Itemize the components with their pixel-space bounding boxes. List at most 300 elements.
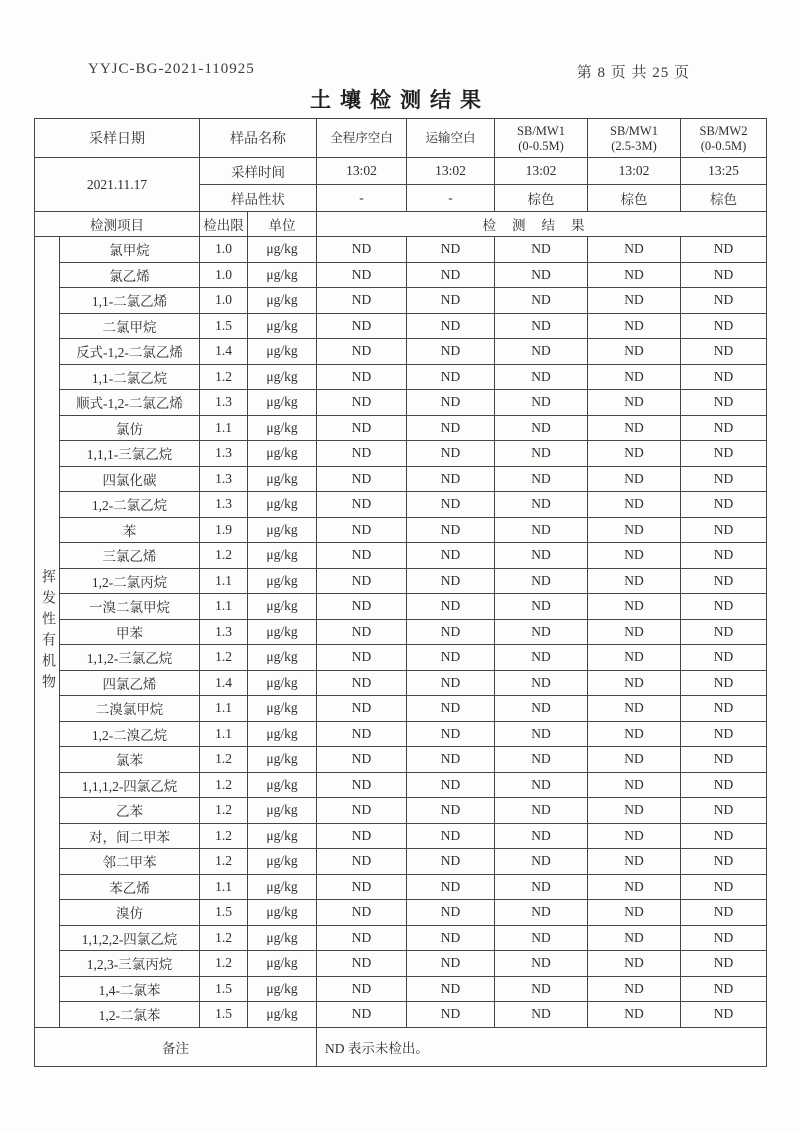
result-value: ND — [407, 721, 495, 747]
result-value: ND — [407, 594, 495, 620]
result-value: ND — [317, 951, 407, 977]
sampling-date-value: 2021.11.17 — [35, 158, 200, 212]
result-value: ND — [588, 798, 681, 824]
result-value: ND — [681, 619, 767, 645]
result-value: ND — [588, 517, 681, 543]
analyte-row — [35, 492, 767, 518]
analyte-row — [35, 390, 767, 416]
remark-text: ND 表示未检出。 — [317, 1027, 767, 1066]
result-value: ND — [681, 721, 767, 747]
unit-value: μg/kg — [248, 798, 317, 824]
detection-limit-value: 1.5 — [200, 976, 248, 1002]
page-number: 第 8 页 共 25 页 — [576, 65, 690, 81]
col-header-sample-name: 样品名称 — [200, 119, 317, 158]
unit-value: μg/kg — [248, 288, 317, 314]
result-value: ND — [407, 543, 495, 569]
result-value: ND — [495, 951, 588, 977]
result-value: ND — [588, 262, 681, 288]
sample-name-text: SB/MW2 — [699, 123, 748, 138]
detection-limit-value: 1.1 — [200, 568, 248, 594]
analyte-name: 二氯甲烷 — [60, 313, 200, 339]
result-value: ND — [317, 339, 407, 365]
result-value: ND — [495, 925, 588, 951]
result-value: ND — [317, 594, 407, 620]
analyte-name: 邻二甲苯 — [60, 849, 200, 875]
result-value: ND — [495, 670, 588, 696]
result-value: ND — [681, 517, 767, 543]
result-value: ND — [317, 415, 407, 441]
analyte-name: 乙苯 — [60, 798, 200, 824]
result-value: ND — [317, 619, 407, 645]
sample-state-value: 棕色 — [588, 185, 681, 212]
category-label-volatile-organics: 挥发性有机物 — [35, 237, 60, 1028]
detection-limit-value: 1.3 — [200, 466, 248, 492]
col-header-sample-sbmw1-shallow — [495, 119, 588, 158]
result-value: ND — [407, 645, 495, 671]
analyte-row — [35, 798, 767, 824]
result-value: ND — [588, 670, 681, 696]
detection-limit-value: 1.5 — [200, 900, 248, 926]
result-value: ND — [588, 466, 681, 492]
soil-results-table — [34, 118, 767, 1067]
sample-name-text: SB/MW1 — [517, 123, 565, 138]
result-value: ND — [681, 364, 767, 390]
result-value: ND — [407, 670, 495, 696]
unit-value: μg/kg — [248, 237, 317, 263]
result-value: ND — [317, 262, 407, 288]
unit-value: μg/kg — [248, 823, 317, 849]
analyte-name: 氯苯 — [60, 747, 200, 773]
result-value: ND — [407, 415, 495, 441]
sample-state-value: - — [317, 185, 407, 212]
result-value: ND — [495, 543, 588, 569]
result-value: ND — [681, 849, 767, 875]
result-value: ND — [407, 517, 495, 543]
result-value: ND — [495, 874, 588, 900]
analyte-name: 对，间二甲苯 — [60, 823, 200, 849]
result-value: ND — [407, 951, 495, 977]
remark-label: 备注 — [35, 1027, 317, 1066]
result-value: ND — [495, 492, 588, 518]
result-value: ND — [681, 594, 767, 620]
result-value: ND — [681, 390, 767, 416]
col-header-sample-transport-blank — [407, 119, 495, 158]
analyte-name: 四氯乙烯 — [60, 670, 200, 696]
result-value: ND — [317, 798, 407, 824]
result-value: ND — [588, 976, 681, 1002]
result-value: ND — [588, 339, 681, 365]
analyte-name: 顺式-1,2-二氯乙烯 — [60, 390, 200, 416]
result-value: ND — [495, 747, 588, 773]
result-value: ND — [495, 594, 588, 620]
unit-value: μg/kg — [248, 747, 317, 773]
analyte-row — [35, 900, 767, 926]
result-value: ND — [407, 390, 495, 416]
analyte-row — [35, 645, 767, 671]
sampling-time-value: 13:02 — [495, 158, 588, 185]
result-value: ND — [588, 951, 681, 977]
detection-limit-value: 1.2 — [200, 823, 248, 849]
analyte-name: 溴仿 — [60, 900, 200, 926]
analyte-row — [35, 976, 767, 1002]
analyte-row — [35, 568, 767, 594]
sample-state-value: 棕色 — [495, 185, 588, 212]
result-value: ND — [588, 237, 681, 263]
unit-value: μg/kg — [248, 849, 317, 875]
result-value: ND — [317, 313, 407, 339]
unit-value: μg/kg — [248, 415, 317, 441]
analyte-name: 1,1,2-三氯乙烷 — [60, 645, 200, 671]
result-value: ND — [407, 288, 495, 314]
result-value: ND — [681, 568, 767, 594]
analyte-row — [35, 288, 767, 314]
result-value: ND — [317, 670, 407, 696]
analyte-name: 1,1-二氯乙烯 — [60, 288, 200, 314]
analyte-row — [35, 237, 767, 263]
result-value: ND — [407, 696, 495, 722]
result-value: ND — [495, 721, 588, 747]
result-value: ND — [317, 976, 407, 1002]
result-value: ND — [588, 874, 681, 900]
result-value: ND — [407, 925, 495, 951]
result-value: ND — [407, 466, 495, 492]
result-value: ND — [495, 339, 588, 365]
analyte-name: 1,1,1-三氯乙烷 — [60, 441, 200, 467]
result-value: ND — [407, 900, 495, 926]
result-value: ND — [681, 976, 767, 1002]
result-value: ND — [317, 900, 407, 926]
unit-value: μg/kg — [248, 543, 317, 569]
unit-value: μg/kg — [248, 262, 317, 288]
sample-depth-text: (0-0.5M) — [518, 138, 564, 153]
detection-limit-value: 1.0 — [200, 262, 248, 288]
result-value: ND — [588, 594, 681, 620]
result-value: ND — [407, 874, 495, 900]
result-value: ND — [588, 772, 681, 798]
result-value: ND — [681, 288, 767, 314]
analyte-name: 1,1-二氯乙烷 — [60, 364, 200, 390]
result-subheader-row — [35, 212, 767, 237]
result-value: ND — [588, 747, 681, 773]
result-value: ND — [588, 492, 681, 518]
result-value: ND — [588, 849, 681, 875]
table-header-row — [35, 119, 767, 158]
result-value: ND — [681, 951, 767, 977]
result-value: ND — [495, 441, 588, 467]
analyte-row — [35, 543, 767, 569]
result-value: ND — [407, 619, 495, 645]
unit-value: μg/kg — [248, 619, 317, 645]
result-value: ND — [495, 415, 588, 441]
sample-name-text: 运输空白 — [425, 131, 476, 145]
unit-value: μg/kg — [248, 772, 317, 798]
analyte-row — [35, 1002, 767, 1028]
analyte-row — [35, 619, 767, 645]
result-value: ND — [588, 925, 681, 951]
sampling-time-row — [35, 158, 767, 185]
result-value: ND — [317, 492, 407, 518]
result-value: ND — [407, 568, 495, 594]
detection-limit-value: 1.2 — [200, 951, 248, 977]
result-value: ND — [495, 772, 588, 798]
result-value: ND — [495, 568, 588, 594]
result-value: ND — [495, 517, 588, 543]
detection-limit-value: 1.3 — [200, 492, 248, 518]
analyte-name: 1,2-二溴乙烷 — [60, 721, 200, 747]
result-value: ND — [317, 288, 407, 314]
test-results-label: 检测结果 — [317, 212, 767, 237]
detection-limit-value: 1.1 — [200, 696, 248, 722]
result-value: ND — [681, 823, 767, 849]
result-value: ND — [588, 823, 681, 849]
detection-limit-value: 1.5 — [200, 313, 248, 339]
detection-limit-value: 1.2 — [200, 798, 248, 824]
result-value: ND — [681, 543, 767, 569]
result-value: ND — [407, 237, 495, 263]
analyte-row — [35, 262, 767, 288]
analyte-name: 四氯化碳 — [60, 466, 200, 492]
analyte-name: 苯 — [60, 517, 200, 543]
test-item-label: 检测项目 — [35, 212, 200, 237]
sampling-time-value: 13:25 — [681, 158, 767, 185]
result-value: ND — [681, 466, 767, 492]
result-value: ND — [407, 1002, 495, 1028]
result-value: ND — [317, 772, 407, 798]
analyte-row — [35, 339, 767, 365]
result-value: ND — [588, 364, 681, 390]
sample-state-value: - — [407, 185, 495, 212]
unit-value: μg/kg — [248, 670, 317, 696]
analyte-row — [35, 517, 767, 543]
sampling-time-label: 采样时间 — [200, 158, 317, 185]
sample-state-label: 样品性状 — [200, 185, 317, 212]
analyte-name: 1,2,3-三氯丙烷 — [60, 951, 200, 977]
result-value: ND — [317, 1002, 407, 1028]
col-header-sample-blank — [317, 119, 407, 158]
detection-limit-value: 1.5 — [200, 1002, 248, 1028]
analyte-name: 氯乙烯 — [60, 262, 200, 288]
result-value: ND — [317, 823, 407, 849]
result-value: ND — [681, 415, 767, 441]
page-title: 土壤检测结果 — [310, 88, 490, 112]
result-value: ND — [317, 517, 407, 543]
analyte-name: 甲苯 — [60, 619, 200, 645]
col-header-sample-sbmw1-deep — [588, 119, 681, 158]
result-value: ND — [681, 670, 767, 696]
result-value: ND — [407, 747, 495, 773]
analyte-row — [35, 772, 767, 798]
analyte-row — [35, 313, 767, 339]
analyte-row — [35, 951, 767, 977]
unit-value: μg/kg — [248, 517, 317, 543]
col-header-sampling-date: 采样日期 — [35, 119, 200, 158]
detection-limit-value: 1.2 — [200, 849, 248, 875]
analyte-row — [35, 364, 767, 390]
unit-value: μg/kg — [248, 645, 317, 671]
analyte-row — [35, 721, 767, 747]
col-header-sample-sbmw2 — [681, 119, 767, 158]
result-value: ND — [588, 619, 681, 645]
result-value: ND — [495, 798, 588, 824]
result-value: ND — [681, 925, 767, 951]
analyte-name: 1,2-二氯乙烷 — [60, 492, 200, 518]
result-value: ND — [407, 313, 495, 339]
unit-value: μg/kg — [248, 568, 317, 594]
result-value: ND — [495, 313, 588, 339]
result-value: ND — [681, 492, 767, 518]
result-value: ND — [495, 823, 588, 849]
result-value: ND — [681, 262, 767, 288]
sample-name-text: 全程序空白 — [330, 131, 393, 145]
result-value: ND — [317, 721, 407, 747]
result-value: ND — [317, 237, 407, 263]
result-value: ND — [681, 900, 767, 926]
result-value: ND — [588, 568, 681, 594]
analyte-row — [35, 849, 767, 875]
detection-limit-value: 1.2 — [200, 772, 248, 798]
result-value: ND — [317, 390, 407, 416]
detection-limit-value: 1.2 — [200, 645, 248, 671]
remark-row — [35, 1027, 767, 1066]
detection-limit-value: 1.4 — [200, 339, 248, 365]
analyte-row — [35, 466, 767, 492]
result-value: ND — [407, 339, 495, 365]
result-value: ND — [588, 415, 681, 441]
detection-limit-value: 1.2 — [200, 543, 248, 569]
analyte-row — [35, 747, 767, 773]
result-value: ND — [317, 849, 407, 875]
result-value: ND — [588, 900, 681, 926]
sampling-time-value: 13:02 — [407, 158, 495, 185]
unit-value: μg/kg — [248, 313, 317, 339]
result-value: ND — [407, 492, 495, 518]
sampling-time-value: 13:02 — [317, 158, 407, 185]
result-value: ND — [495, 390, 588, 416]
detection-limit-value: 1.1 — [200, 594, 248, 620]
result-value: ND — [681, 313, 767, 339]
result-value: ND — [317, 747, 407, 773]
detection-limit-value: 1.0 — [200, 237, 248, 263]
analyte-name: 三氯乙烯 — [60, 543, 200, 569]
analyte-name: 1,2-二氯苯 — [60, 1002, 200, 1028]
result-value: ND — [588, 721, 681, 747]
analyte-row — [35, 594, 767, 620]
analyte-name: 1,1,1,2-四氯乙烷 — [60, 772, 200, 798]
result-value: ND — [495, 466, 588, 492]
result-value: ND — [317, 441, 407, 467]
result-value: ND — [588, 441, 681, 467]
result-value: ND — [588, 390, 681, 416]
result-value: ND — [317, 645, 407, 671]
result-value: ND — [495, 619, 588, 645]
analyte-name: 反式-1,2-二氯乙烯 — [60, 339, 200, 365]
result-value: ND — [588, 645, 681, 671]
unit-value: μg/kg — [248, 696, 317, 722]
detection-limit-value: 1.1 — [200, 415, 248, 441]
analyte-name: 1,2-二氯丙烷 — [60, 568, 200, 594]
unit-value: μg/kg — [248, 390, 317, 416]
analyte-row — [35, 670, 767, 696]
result-value: ND — [317, 543, 407, 569]
result-value: ND — [495, 696, 588, 722]
analyte-name: 一溴二氯甲烷 — [60, 594, 200, 620]
analyte-row — [35, 823, 767, 849]
result-value: ND — [495, 237, 588, 263]
unit-value: μg/kg — [248, 721, 317, 747]
unit-value: μg/kg — [248, 441, 317, 467]
unit-label: 单位 — [248, 212, 317, 237]
sample-name-text: SB/MW1 — [610, 123, 658, 138]
document-header — [88, 61, 690, 82]
unit-value: μg/kg — [248, 466, 317, 492]
sample-depth-text: (2.5-3M) — [611, 138, 657, 153]
result-value: ND — [407, 849, 495, 875]
result-value: ND — [588, 543, 681, 569]
result-value: ND — [407, 262, 495, 288]
analyte-row — [35, 874, 767, 900]
sample-state-value: 棕色 — [681, 185, 767, 212]
result-value: ND — [407, 976, 495, 1002]
detection-limit-value: 1.0 — [200, 288, 248, 314]
result-value: ND — [317, 364, 407, 390]
result-value: ND — [495, 288, 588, 314]
detection-limit-value: 1.1 — [200, 721, 248, 747]
detection-limit-value: 1.1 — [200, 874, 248, 900]
unit-value: μg/kg — [248, 900, 317, 926]
result-value: ND — [407, 823, 495, 849]
sample-depth-text: (0-0.5M) — [700, 138, 747, 153]
unit-value: μg/kg — [248, 874, 317, 900]
unit-value: μg/kg — [248, 1002, 317, 1028]
unit-value: μg/kg — [248, 594, 317, 620]
result-value: ND — [317, 925, 407, 951]
detection-limit-value: 1.2 — [200, 364, 248, 390]
analyte-name: 二溴氯甲烷 — [60, 696, 200, 722]
detection-limit-value: 1.2 — [200, 925, 248, 951]
result-value: ND — [681, 339, 767, 365]
analyte-row — [35, 415, 767, 441]
analyte-name: 苯乙烯 — [60, 874, 200, 900]
result-value: ND — [495, 262, 588, 288]
result-value: ND — [681, 747, 767, 773]
detection-limit-value: 1.9 — [200, 517, 248, 543]
analyte-row — [35, 925, 767, 951]
unit-value: μg/kg — [248, 339, 317, 365]
result-value: ND — [407, 798, 495, 824]
detection-limit-value: 1.2 — [200, 747, 248, 773]
sampling-time-value: 13:02 — [588, 158, 681, 185]
result-value: ND — [407, 772, 495, 798]
detection-limit-value: 1.3 — [200, 390, 248, 416]
detection-limit-value: 1.3 — [200, 441, 248, 467]
analyte-name: 1,1,2,2-四氯乙烷 — [60, 925, 200, 951]
result-value: ND — [588, 696, 681, 722]
result-value: ND — [588, 313, 681, 339]
result-value: ND — [681, 441, 767, 467]
result-value: ND — [681, 696, 767, 722]
unit-value: μg/kg — [248, 364, 317, 390]
result-value: ND — [681, 1002, 767, 1028]
result-value: ND — [681, 772, 767, 798]
result-value: ND — [681, 237, 767, 263]
analyte-row — [35, 441, 767, 467]
result-value: ND — [495, 364, 588, 390]
unit-value: μg/kg — [248, 925, 317, 951]
analyte-name: 氯甲烷 — [60, 237, 200, 263]
result-value: ND — [317, 568, 407, 594]
detection-limit-label: 检出限 — [200, 212, 248, 237]
detection-limit-value: 1.4 — [200, 670, 248, 696]
